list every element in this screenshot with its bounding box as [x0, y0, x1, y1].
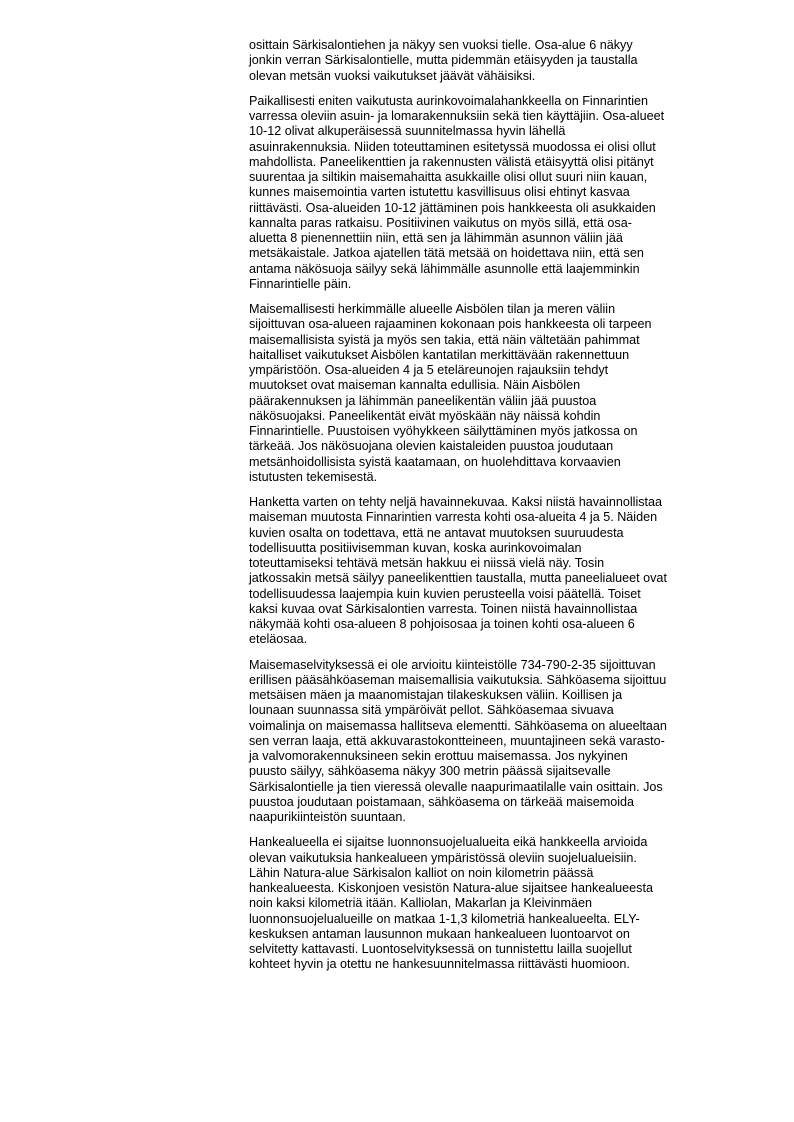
text-line: metsäisen mäen ja maanomistajan tilakeskuksen väliin. Koillisen ja — [249, 688, 623, 702]
text-line: puustoa joudutaan poistamaan, sähköasema on tärkeää maisemoida — [249, 794, 635, 809]
body-paragraph — [249, 658, 729, 826]
text-line: 10-12 olivat alkuperäisessä suunnitelmassa hyvin lähellä — [249, 124, 566, 139]
text-line: kuvien osalta on todettava, että ne antavat muutoksen suuruudesta — [249, 525, 624, 540]
text-line: sen verran laaja, että akkuvarastokontteineen, muuntajineen sekä varasto- — [249, 733, 665, 748]
text-line: ja valvomorakennuksineen sekin erottuu maisemassa. Jos nykyinen — [249, 749, 628, 763]
text-line: erillisen pääsähköaseman maisemallisia vaikutuksia. Sähköasema sijoittuu — [249, 672, 667, 687]
text-line: eteläosaa. — [249, 632, 308, 647]
text-line: suurentaa ja siltikin maisemahaitta asukkaille olisi ollut suuri niin kauan, — [249, 170, 648, 184]
text-line: Paikallisesti eniten vaikutusta aurinkovoimalahankkeella on Finnarintien — [249, 93, 649, 108]
text-line: maisemallisista syistä ja myös sen takia, että näin vältetään pahimmat — [249, 332, 640, 347]
text-line: jonkin verran Särkisalontielle, mutta pidemmän etäisyyden ja taustalla — [249, 53, 638, 68]
text-line: Särkisalontielle ja tien vieressä olevalle naapurimaatilalle vain osittain. Jos — [249, 779, 663, 794]
body-paragraph — [249, 38, 729, 84]
text-line: olevan metsän vuoksi vaikutukset jäävät vähäisiksi. — [249, 68, 536, 83]
body-paragraph — [249, 495, 729, 648]
text-line: näkymää kohti osa-alueen 8 pohjoisosaa ja toinen kohti osa-alueen 6 — [249, 617, 635, 631]
text-line: riittävästi. Osa-alueiden 10-12 jättäminen pois hankkeesta oli asukkaiden — [249, 200, 656, 215]
text-line: metsäkaistale. Jatkoa ajatellen tätä metsää on hoidettava niin, että sen — [249, 246, 644, 261]
text-line: Hanketta varten on tehty neljä havainnekuvaa. Kaksi niistä havainnollistaa — [249, 495, 663, 509]
text-line: kannalta paras ratkaisu. Positiivinen vaikutus on myös sillä, että osa- — [249, 215, 632, 230]
text-line: osittain Särkisalontiehen ja näkyy sen vuoksi tielle. Osa-alue 6 näkyy — [249, 38, 633, 52]
text-line: kohteet hyvin ja otettu ne hankesuunnitelmassa riittävästi huomioon. — [249, 957, 630, 972]
text-line: todellisuudessa laajempia kuin kuvien perusteella voisi päätellä. Toiset — [249, 586, 641, 601]
document-page — [249, 38, 729, 983]
text-line: keskuksen antaman lausunnon mukaan hankealueen luontoarvot on — [249, 926, 630, 941]
text-line: sijoittuvan osa-alueen rajaaminen kokonaan pois hankkeesta oli tarpeen — [249, 317, 652, 332]
text-line: hankealueesta. Kiskonjoen vesistön Natura-alue sijaitsee hankealueesta — [249, 881, 653, 895]
text-line: mahdollista. Paneelikenttien ja rakennusten välistä etäisyyttä olisi pitänyt — [249, 154, 654, 169]
text-line: Maisemaselvityksessä ei ole arvioitu kiinteistölle 734-790-2-35 sijoittuvan — [249, 657, 656, 672]
text-line: todellisuutta positiivisemman kuvan, koska aurinkovoimalan — [249, 540, 582, 555]
text-line: toteuttamiseksi tehtävä metsän hakkuu ei niissä vielä näy. Tosin — [249, 556, 605, 570]
body-paragraph — [249, 835, 729, 972]
text-line: asuinrakennuksia. Niiden toteuttaminen esitetyssä muodossa ei olisi ollut — [249, 139, 656, 154]
text-line: selvitetty kattavasti. Luontoselvityksessä on tunnistettu lailla suojellut — [249, 942, 632, 956]
text-line: noin kaksi kilometriä itään. Kalliolan, Makarlan ja Kleivinmäen — [249, 896, 592, 911]
text-line: jatkossakin metsä säilyy paneelikenttien taustalla, mutta paneelialueet ovat — [249, 571, 667, 586]
text-line: naapurikiinteistön suuntaan. — [249, 810, 406, 824]
body-paragraph — [249, 94, 729, 292]
text-line: metsänhoidollisista syistä kaatamaan, on huolehdittava korvaavien — [249, 454, 621, 469]
text-line: puusto säilyy, sähköasema näkyy 300 metrin päässä sijaitsevalle — [249, 764, 611, 779]
text-line: Lähin Natura-alue Särkisalon kalliot on noin kilometrin päässä — [249, 865, 594, 880]
text-line: muutokset ovat maiseman kannalta edullisia. Näin Aisbölen — [249, 378, 581, 393]
text-line: istutusten tekemisestä. — [249, 469, 378, 484]
text-line: kaksi kuvaa ovat Särkisalontien varresta. Toinen niistä havainnollistaa — [249, 601, 638, 616]
text-line: päärakennuksen ja lähimmän paneelikentän väliin jää puustoa — [249, 393, 597, 408]
text-line: näkösuojaksi. Paneelikentät eivät myöskään näy näissä kohdin — [249, 408, 601, 423]
text-line: tärkeää. Jos näkösuojana olevien kaistaleiden puustoa joudutaan — [249, 439, 614, 454]
text-line: lounaan suunnassa sitä ympäröivät pellot. Sähköasemaa sivuava — [249, 703, 614, 718]
text-line: luonnonsuojelualueille on matkaa 1-1,3 kilometriä hankealueelta. ELY- — [249, 911, 640, 926]
text-line: olevan vaikutuksia hankealueen ympäristössä oleviin suojelualueisiin. — [249, 850, 637, 865]
text-line: maiseman muutosta Finnarintien varresta kohti osa-alueita 4 ja 5. Näiden — [249, 510, 658, 525]
text-line: Maisemallisesti herkimmälle alueelle Aisbölen tilan ja meren väliin — [249, 302, 616, 316]
text-line: aluetta 8 pienennettiin niin, että sen ja lähimmän asunnon väliin jää — [249, 231, 623, 245]
text-line: varressa oleviin asuin- ja lomarakennuksiin sekä tien käyttäjiin. Osa-alueet — [249, 109, 665, 123]
text-line: haitalliset vaikutukset Aisbölen kantatilan merkittävään rakennettuun — [249, 347, 630, 362]
text-line: Hankealueella ei sijaitse luonnonsuojelualueita eikä hankkeella arvioida — [249, 835, 648, 850]
text-line: voimalinja on maisemassa hallitseva elementti. Sähköasema on alueeltaan — [249, 718, 667, 733]
text-line: Finnarintielle. Puustoisen vyöhykkeen säilyttäminen myös jatkossa on — [249, 424, 638, 438]
text-line: Finnarintielle päin. — [249, 276, 352, 291]
text-line: kunnes maisemointia varten istutettu kasvillisuus olisi ehtinyt kasvaa — [249, 185, 630, 200]
text-line: antama näkösuoja säilyy sekä lähimmälle asunnolle että laajemminkin — [249, 261, 640, 276]
text-line: ympäristöön. Osa-alueiden 4 ja 5 eteläreunojen rajauksiin tehdyt — [249, 363, 609, 377]
body-paragraph — [249, 302, 729, 485]
